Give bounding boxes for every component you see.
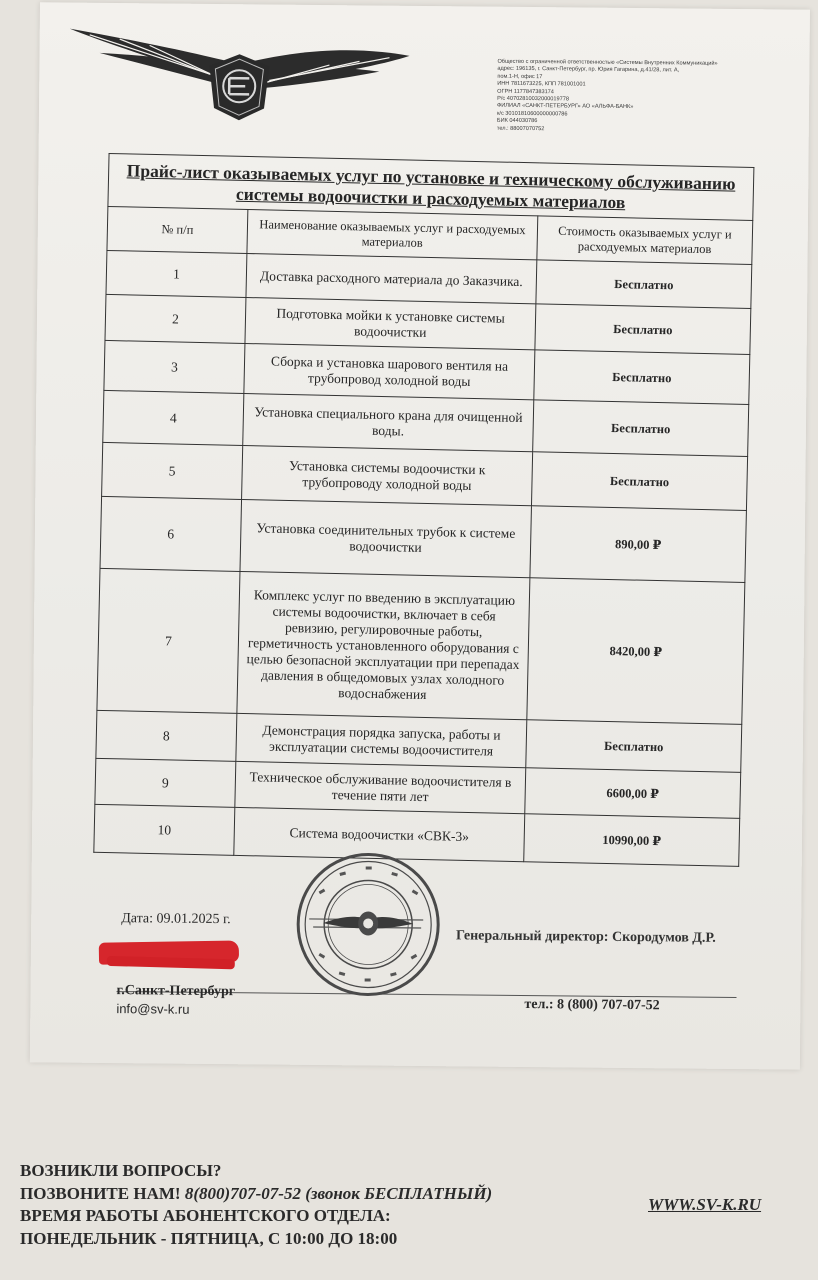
company-line: ИНН 7811673225, КПП 781001001 — [497, 80, 586, 88]
company-line: ФИЛИАЛ «САНКТ-ПЕТЕРБУРГ» АО «АЛЬФА-БАНК» — [497, 103, 634, 111]
footer-hours-title: ВРЕМЯ РАБОТЫ АБОНЕНТСКОГО ОТДЕЛА: — [20, 1206, 391, 1225]
footer-call-prefix: ПОЗВОНИТЕ НАМ! — [20, 1183, 185, 1203]
email-label: info@sv-k.ru — [116, 1001, 190, 1017]
winged-logo-icon — [59, 22, 420, 125]
company-line: тел.: 88007070752 — [496, 125, 545, 132]
header-price: Стоимость оказываемых услуг и расходуемых материалов — [537, 216, 753, 265]
company-seal-icon — [292, 849, 443, 1000]
document-sheet — [30, 2, 810, 1069]
company-line: ОГРН 1177847383174 — [497, 88, 554, 95]
company-line: БИК 044030786 — [496, 117, 538, 125]
header-number: № п/п — [107, 206, 248, 253]
company-line: Р/с 40702810032000019778 — [497, 95, 569, 103]
row-price: Бесплатно — [535, 304, 751, 355]
city-label: г.Санкт-Петербург — [116, 983, 236, 1000]
row-number: 10 — [94, 804, 235, 855]
row-name: Техническое обслуживание водоочистителя в течение пяти лет — [235, 761, 526, 813]
document-date: Дата: 09.01.2025 г. — [121, 911, 231, 928]
row-number: 7 — [97, 568, 240, 713]
row-name: Доставка расходного материала до Заказчика. — [246, 254, 537, 304]
row-name: Установка системы водоочистки к трубопроводу холодной воды — [242, 445, 533, 505]
footer-hours: ПОНЕДЕЛЬНИК - ПЯТНИЦА, С 10:00 ДО 18:00 — [20, 1228, 398, 1248]
row-price: 8420,00 ₽ — [527, 578, 745, 725]
row-price: 890,00 ₽ — [530, 506, 747, 583]
row-number: 6 — [100, 496, 242, 571]
row-number: 3 — [104, 340, 245, 393]
row-name: Подготовка мойки к установке системы водоочистки — [245, 298, 536, 350]
director-signature: Генеральный директор: Скородумов Д.Р. — [456, 928, 716, 946]
row-name: Комплекс услуг по введению в эксплуатацию системы водоочистки, включает в себя ревизию, регулировочные работы, герметичность установленного оборудования с целью безопасной эксплуатации при перепадах давления в общедомовых узлах холодного водоснабжения — [237, 571, 530, 719]
row-name: Система водоочистки «СВК-3» — [234, 807, 525, 861]
row-price: 6600,00 ₽ — [525, 768, 741, 819]
company-line: пом.1-Н, офис 17 — [497, 73, 543, 80]
row-number: 1 — [106, 250, 247, 297]
phone-label: тел.: 8 (800) 707-07-52 — [524, 997, 660, 1014]
row-name: Установка соединительных трубок к системе водоочистки — [240, 499, 532, 577]
table-row — [97, 568, 745, 724]
price-table — [93, 153, 754, 867]
row-number: 9 — [95, 758, 236, 807]
row-name: Сборка и установка шарового вентиля на трубопровод холодной воды — [244, 343, 535, 399]
row-number: 5 — [102, 442, 243, 499]
row-price: Бесплатно — [533, 400, 749, 457]
company-details — [497, 59, 788, 136]
row-price: Бесплатно — [531, 452, 747, 511]
header-name: Наименование оказываемых услуг и расходуемых материалов — [247, 210, 538, 260]
company-line: Общество с ограниченной ответственностью «Системы Внутренних Коммуникаций» — [497, 58, 718, 67]
row-price: Бесплатно — [536, 260, 752, 309]
company-line: адрес: 196135, г. Санкт-Петербург, пр. Юрия Гагарина, д.41/28, лит. А, — [497, 66, 680, 74]
row-number: 4 — [103, 390, 244, 445]
row-price: 10990,00 ₽ — [524, 814, 740, 867]
website-link[interactable]: WWW.SV-K.RU — [648, 1195, 762, 1214]
footer-question: ВОЗНИКЛИ ВОПРОСЫ? — [20, 1161, 222, 1180]
row-number: 8 — [96, 710, 237, 761]
row-name: Демонстрация порядка запуска, работы и эксплуатации системы водоочистителя — [236, 713, 527, 767]
redaction-mark — [107, 956, 235, 969]
row-name: Установка специального крана для очищенной воды. — [243, 393, 534, 451]
table-title: Прайс-лист оказываемых услуг по установке и техническому обслуживанию системы водоочистки и расходуемых материалов — [108, 153, 754, 220]
row-price: Бесплатно — [526, 720, 742, 773]
footer-phone-link[interactable]: 8(800)707-07-52 (звонок БЕСПЛАТНЫЙ) — [184, 1183, 493, 1203]
row-number: 2 — [105, 294, 246, 343]
company-line: к/с 30101810600000000786 — [496, 110, 568, 118]
row-price: Бесплатно — [534, 350, 750, 405]
